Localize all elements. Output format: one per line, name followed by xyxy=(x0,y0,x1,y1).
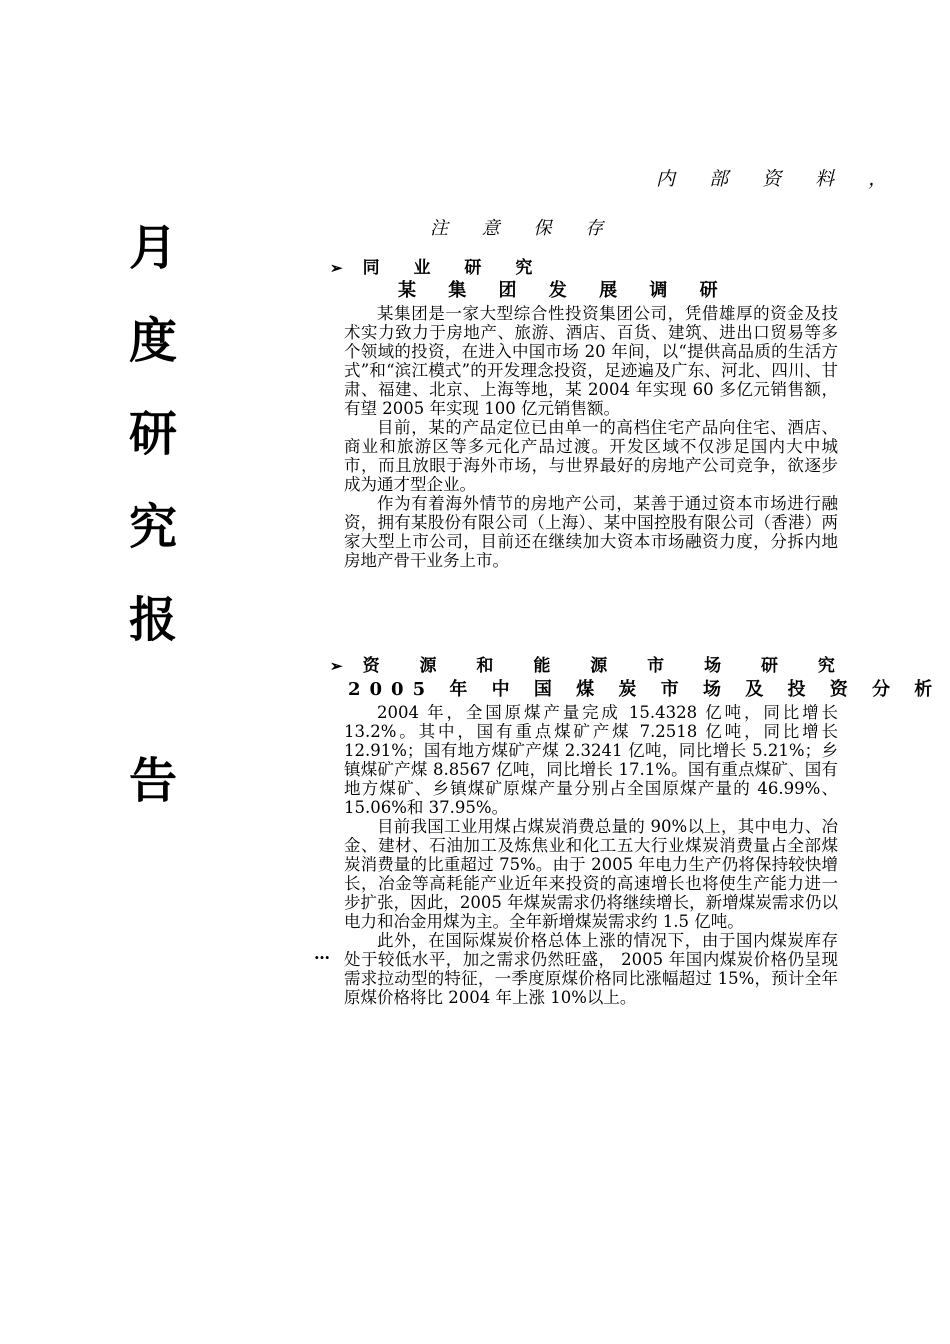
paragraph: 目前我国工业用煤占煤炭消费总量的 90%以上，其中电力、冶金、建材、石油加工及炼焦业和化工五大行业煤炭消费量占全部煤炭消费量的比重超过 75%。由于 2005 年电力生产仍将保持较快增长，冶金等高耗能产业近年来投资的高速增长也将使生产能力进一步扩张，因此，2005 年煤炭需求仍将继续增长，新增煤炭需求仍以电力和冶金用煤为主。全年新增煤炭需求约 1.5 亿吨。 xyxy=(344,817,838,931)
arrow-bullet-icon: ➢ xyxy=(330,259,343,277)
paragraph: 2004 年，全国原煤产量完成 15.4328 亿吨，同比增长 13.2%。其中，国有重点煤矿产煤 7.2518 亿吨，同比增长 12.91%；国有地方煤矿产煤 2.3241 亿吨，同比增长 5.21%；乡镇煤矿产煤 8.8567 亿吨，同比增长 17.1%。国有重点煤矿、国有地方煤矿、乡镇煤矿原煤产量分别占全国原煤产量的 46.99%、15.06%和 37.95%。 xyxy=(344,703,838,817)
side-title-char: 研 xyxy=(128,406,177,462)
section-heading-energy xyxy=(330,651,852,676)
article-title-group-study: 某 集 团 发 展 调 研 xyxy=(398,280,731,301)
article-body-group-study xyxy=(344,304,838,570)
internal-material-note: 内 部 资 料 ， xyxy=(656,168,902,190)
side-title-char: 度 xyxy=(128,313,177,369)
article-body-coal-market xyxy=(344,703,838,1007)
side-title-char: 报 xyxy=(128,592,177,648)
paragraph: 目前，某的产品定位已由单一的高档住宅产品向住宅、酒店、商业和旅游区等多元化产品过渡。开发区域不仅涉足国内大中城市，而且放眼于海外市场，与世界最好的房地产公司竞争，欲逐步成为通才型企业。 xyxy=(344,418,838,494)
paragraph: 作为有着海外情节的房地产公司，某善于通过资本市场进行融资，拥有某股份有限公司（上海）、某中国控股有限公司（香港）两家大型上市公司，目前还在继续加大资本市场融资力度，分拆内地房地产骨干业务上市。 xyxy=(344,494,838,570)
paragraph: 某集团是一家大型综合性投资集团公司，凭借雄厚的资金及技术实力致力于房地产、旅游、酒店、百货、建筑、进出口贸易等多个领域的投资，在进入中国市场 20 年间，以“提供高品质的生活方式”和“滨江模式”的开发理念投资，足迹遍及广东、河北、四川、甘肃、福建、北京、上海等地，某 2004 年实现 60 多亿元销售额，有望 2005 年实现 100 亿元销售额。 xyxy=(344,304,838,418)
section-heading-text: 同 业 研 究 xyxy=(362,258,547,278)
paragraph: 此外，在国际煤炭价格总体上涨的情况下，由于国内煤炭库存处于较低水平，加之需求仍然旺盛， 2005 年国内煤炭价格仍呈现需求拉动型的特征，一季度原煤价格同比涨幅超过 15%，预计全年原煤价格将比 2004 年上涨 10%以上。 xyxy=(344,931,838,1007)
margin-ellipsis-mark: … xyxy=(314,944,330,963)
monthly-report-vertical-title xyxy=(118,202,188,828)
section-heading-text: 资 源 和 能 源 市 场 研 究 xyxy=(362,656,852,676)
section-heading-industry xyxy=(330,253,546,278)
article-title-coal-market: 2005 年 中 国 煤 炭 市 场 及 投 资 分 析 xyxy=(348,679,942,700)
keep-safe-note: 注 意 保 存 xyxy=(430,218,618,239)
arrow-bullet-icon: ➢ xyxy=(330,657,343,675)
side-title-char: 究 xyxy=(128,499,177,555)
side-title-char: 告 xyxy=(128,753,177,809)
side-title-char: 月 xyxy=(128,220,177,276)
